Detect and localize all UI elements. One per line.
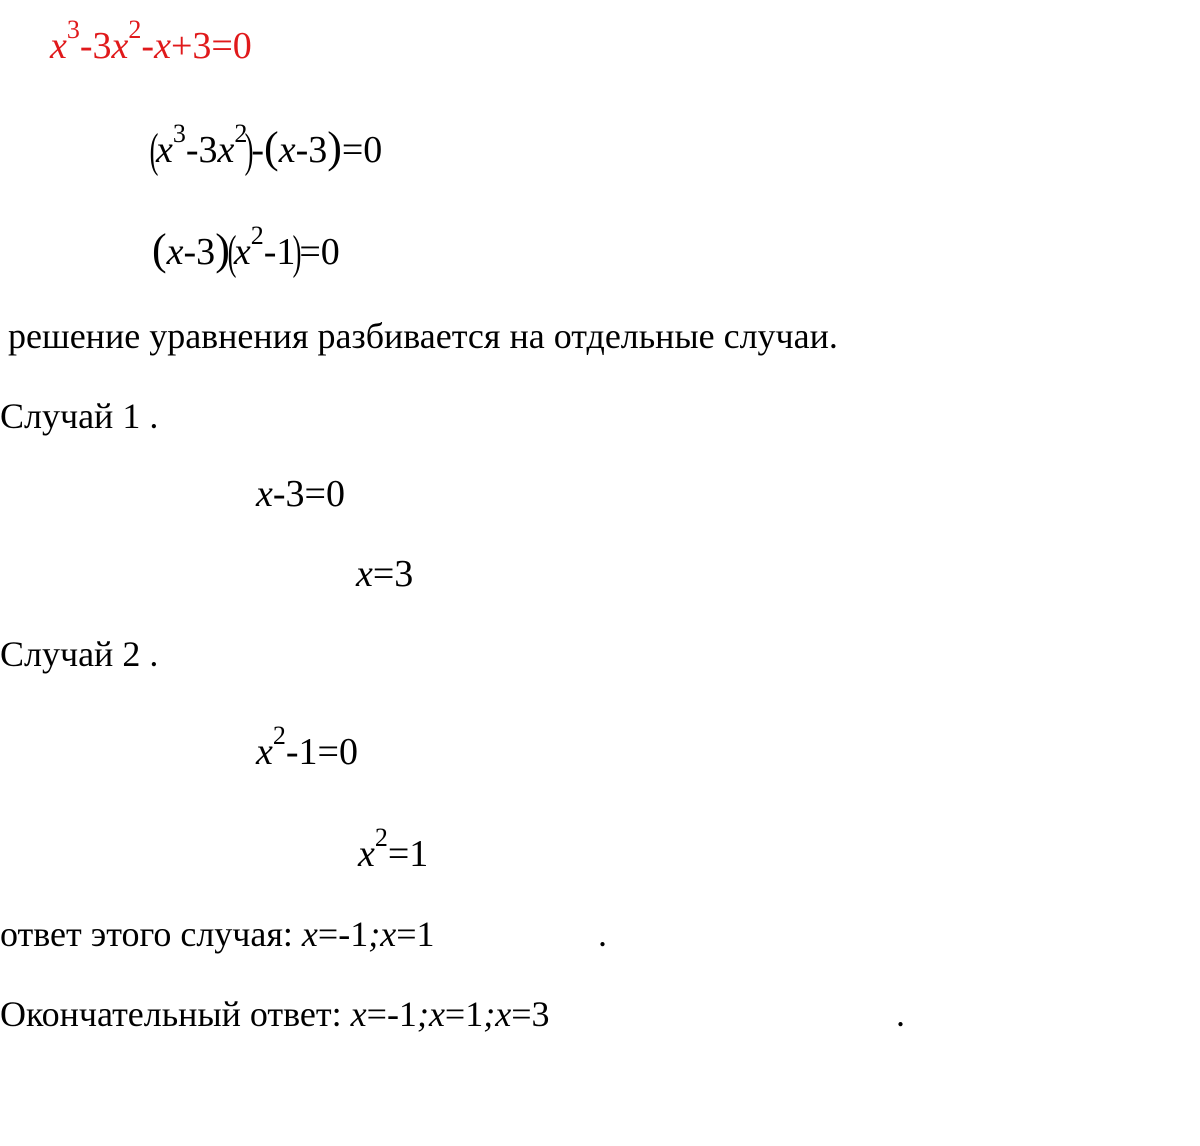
final-answer-label: Окончательный ответ: [0, 994, 342, 1034]
case2-answer: ответ этого случая: x=-1;x=1 [0, 914, 435, 954]
problem-equation: $x^3-3x^2-x+3=0$ [50, 15, 252, 67]
case2-answer-dot: . [598, 914, 607, 954]
grouping-step: $(x^3-3x^2)-(x-3)=0$ [149, 119, 383, 177]
case1-title: Случай 1 . [0, 396, 159, 436]
case2-title: Случай 2 . [0, 634, 159, 674]
case1-eq1: x-3=0 [256, 473, 345, 515]
case2-eq1: $x^2-1=0$ [256, 721, 358, 773]
case1-eq2: x=3 [356, 553, 414, 595]
case2-eq2: $x^2=1$ [358, 823, 429, 875]
factored-step: $(x-3)(x^2-1)=0$ [152, 221, 340, 279]
case2-answer-label: ответ этого случая: [0, 914, 293, 954]
intro-text: решение уравнения разбивается на отдельные случаи. [8, 316, 838, 356]
final-answer: Окончательный ответ: x=-1;x=1;x=3 [0, 994, 550, 1034]
final-answer-dot: . [896, 994, 905, 1034]
